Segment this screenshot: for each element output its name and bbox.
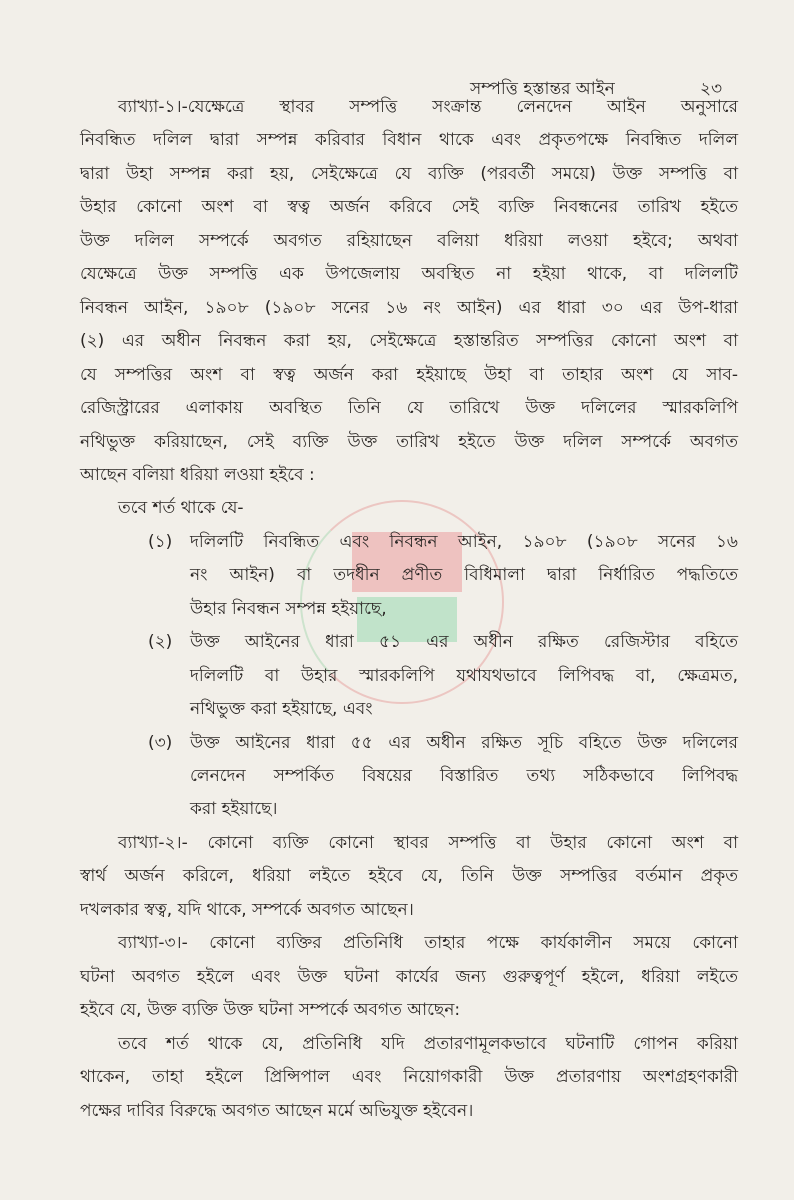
paragraph-line: নিবন্ধন আইন, ১৯০৮ (১৯০৮ সনের ১৬ নং আইন) এর ধারা ৩০ এর উপ-ধারা — [80, 297, 738, 318]
list-item-line: নং আইন) বা তদধীন প্রণীত বিধিমালা দ্বারা নির্ধারিত পদ্ধতিতে — [190, 565, 738, 586]
list-item-number: (১) — [148, 531, 173, 552]
paragraph-line: পক্ষের দাবির বিরুদ্ধে অবগত আছেন মর্মে অভিযুক্ত হইবেন। — [80, 1100, 474, 1121]
paragraph-line: উহার কোনো অংশ বা স্বত্ব অর্জন করিবে সেই ব্যক্তি নিবন্ধনের তারিখ হইতে — [80, 197, 738, 218]
paragraph-line: ব্যাখ্যা-২।- কোনো ব্যক্তি কোনো স্থাবর সম্পত্তি বা উহার কোনো অংশ বা — [118, 832, 738, 853]
list-item-line: দলিলটি নিবন্ধিত এবং নিবন্ধন আইন, ১৯০৮ (১৯০৮ সনের ১৬ — [190, 531, 738, 552]
paragraph-line: ব্যাখ্যা-১।-যেক্ষেত্রে স্থাবর সম্পত্তি সংক্রান্ত লেনদেন আইন অনুসারে — [118, 97, 738, 117]
paragraph-line: (২) এর অধীন নিবন্ধন করা হয়, সেইক্ষেত্রে হস্তান্তরিত সম্পত্তির কোনো অংশ বা — [80, 331, 738, 352]
list-item-line: উক্ত আইনের ধারা ৫১ এর অধীন রক্ষিত রেজিস্টার বহিতে — [190, 632, 738, 653]
list-item-number: (২) — [148, 632, 173, 653]
paragraph-line: তবে শর্ত থাকে যে- — [118, 498, 244, 519]
paragraph-line: তবে শর্ত থাকে যে, প্রতিনিধি যদি প্রতারণামূলকভাবে ঘটনাটি গোপন করিয়া — [118, 1033, 738, 1054]
list-item-line: নথিভুক্ত করা হইয়াছে, এবং — [190, 699, 373, 720]
paragraph-line: দখলকার স্বত্ব, যদি থাকে, সম্পর্কে অবগত আছেন। — [80, 899, 414, 920]
paragraph-line: নিবন্ধিত দলিল দ্বারা সম্পন্ন করিবার বিধান থাকে এবং প্রকৃতপক্ষে নিবন্ধিত দলিল — [80, 130, 738, 151]
list-item-number: (৩) — [148, 732, 173, 753]
list-item-line: লেনদেন সম্পর্কিত বিষয়ের বিস্তারিত তথ্য সঠিকভাবে লিপিবদ্ধ — [190, 766, 738, 786]
paragraph-line: আছেন বলিয়া ধরিয়া লওয়া হইবে : — [80, 464, 315, 485]
list-item-line: উক্ত আইনের ধারা ৫৫ এর অধীন রক্ষিত সূচি বহিতে উক্ত দলিলের — [190, 732, 738, 753]
paragraph-line: স্বার্থ অর্জন করিলে, ধরিয়া লইতে হইবে যে, তিনি উক্ত সম্পত্তির বর্তমান প্রকৃত — [80, 866, 738, 887]
paragraph-line: ঘটনা অবগত হইলে এবং উক্ত ঘটনা কার্যের জন্য গুরুত্বপূর্ণ হইলে, ধরিয়া লইতে — [80, 966, 738, 987]
list-item-line: করা হইয়াছে। — [190, 799, 278, 820]
paragraph-line: হইবে যে, উক্ত ব্যক্তি উক্ত ঘটনা সম্পর্কে অবগত আছেন: — [80, 1000, 461, 1021]
running-header-title: সম্পত্তি হস্তান্তর আইন — [470, 79, 615, 99]
paragraph-line: যে সম্পত্তির অংশ বা স্বত্ব অর্জন করা হইয়াছে উহা বা তাহার অংশ যে সাব- — [80, 364, 738, 385]
page-number: ২৩ — [700, 79, 723, 99]
paragraph-line: থাকেন, তাহা হইলে প্রিন্সিপাল এবং নিয়োগকারী উক্ত প্রতারণায় অংশগ্রহণকারী — [80, 1067, 738, 1088]
paragraph-line: ব্যাখ্যা-৩।- কোনো ব্যক্তির প্রতিনিধি তাহার পক্ষে কার্যকালীন সময়ে কোনো — [118, 933, 738, 954]
paragraph-line: দ্বারা উহা সম্পন্ন করা হয়, সেইক্ষেত্রে যে ব্যক্তি (পরবর্তী সময়ে) উক্ত সম্পত্তি বা — [80, 163, 738, 184]
paragraph-line: যেক্ষেত্রে উক্ত সম্পত্তি এক উপজেলায় অবস্থিত না হইয়া থাকে, বা দলিলটি — [80, 264, 738, 285]
list-item-line: উহার নিবন্ধন সম্পন্ন হইয়াছে, — [190, 598, 387, 619]
paragraph-line: উক্ত দলিল সম্পর্কে অবগত রহিয়াছেন বলিয়া ধরিয়া লওয়া হইবে; অথবা — [80, 230, 738, 251]
paragraph-line: নথিভুক্ত করিয়াছেন, সেই ব্যক্তি উক্ত তারিখ হইতে উক্ত দলিল সম্পর্কে অবগত — [80, 431, 738, 452]
list-item-line: দলিলটি বা উহার স্মারকলিপি যথাযথভাবে লিপিবদ্ধ বা, ক্ষেত্রমত, — [190, 665, 738, 686]
paragraph-line: রেজিস্ট্রারের এলাকায় অবস্থিত তিনি যে তারিখে উক্ত দলিলের স্মারকলিপি — [80, 398, 738, 419]
